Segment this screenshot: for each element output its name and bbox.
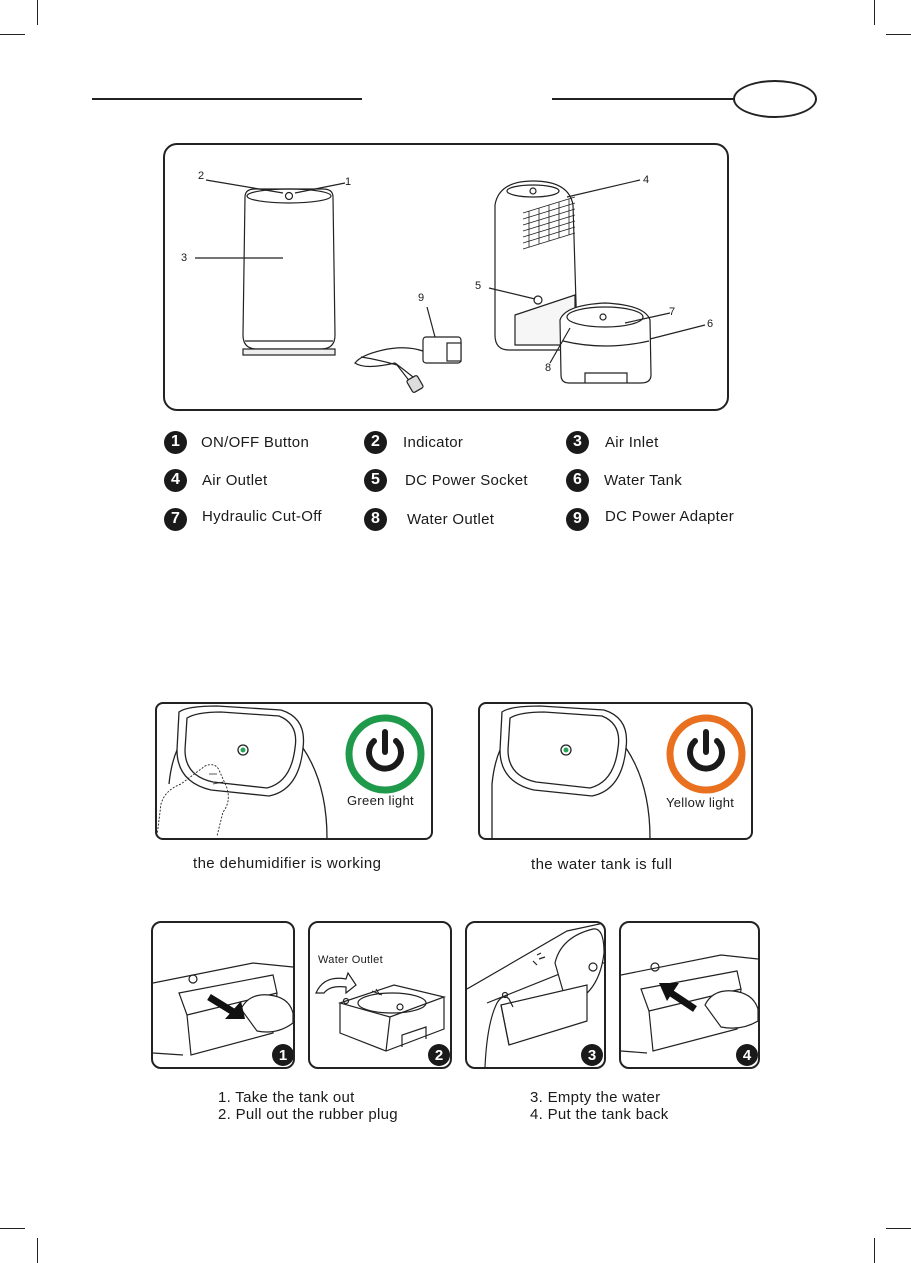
empty-water-illustration — [467, 923, 604, 1067]
step-panel-4 — [619, 921, 760, 1069]
crop-mark — [0, 34, 25, 35]
number-badge: 2 — [364, 431, 387, 454]
number-badge: 1 — [164, 431, 187, 454]
page-tab-oval — [733, 80, 817, 118]
step-badge: 2 — [428, 1044, 450, 1066]
number-badge: 9 — [566, 508, 589, 531]
legend-item-on-off-button — [164, 429, 309, 455]
crop-mark — [37, 1238, 38, 1263]
number-badge: 6 — [566, 469, 589, 492]
step-instruction: 1. Take the tank out — [218, 1089, 355, 1106]
step-instruction: 2. Pull out the rubber plug — [218, 1106, 398, 1123]
crop-mark — [886, 34, 911, 35]
legend-label: ON/OFF Button — [201, 433, 310, 451]
legend-item-water-outlet — [364, 506, 494, 532]
light-label: Green light — [347, 793, 414, 808]
step-panel-1 — [151, 921, 295, 1069]
legend-item-air-outlet — [164, 467, 268, 493]
number-badge: 4 — [164, 469, 187, 492]
legend-item-dc-power-adapter — [566, 506, 734, 532]
number-badge: 8 — [364, 508, 387, 531]
number-badge: 3 — [566, 431, 589, 454]
legend-label: Water Tank — [604, 471, 683, 489]
step-instruction: 3. Empty the water — [530, 1089, 661, 1106]
legend-item-water-tank — [566, 467, 682, 493]
crop-mark — [37, 0, 38, 25]
step-instruction: 4. Put the tank back — [530, 1106, 669, 1123]
header-rule-right — [552, 98, 737, 100]
legend-item-hydraulic-cut-off — [164, 506, 322, 532]
legend-label: Air Inlet — [605, 433, 659, 451]
product-overview-panel — [163, 143, 729, 411]
callout-5: 5 — [475, 280, 482, 292]
step-panel-3 — [465, 921, 606, 1069]
water-outlet-label: Water Outlet — [318, 954, 383, 966]
number-badge: 7 — [164, 508, 187, 531]
indicator-caption: the water tank is full — [531, 856, 673, 873]
legend-item-indicator — [364, 429, 463, 455]
indicator-caption: the dehumidifier is working — [193, 855, 382, 872]
header-rule-left — [92, 98, 362, 100]
legend-label: Indicator — [403, 433, 464, 451]
indicator-panel-green — [155, 702, 433, 840]
callout-6: 6 — [707, 318, 714, 330]
legend-item-dc-power-socket — [364, 467, 528, 493]
legend-label: DC Power Adapter — [605, 507, 735, 525]
callout-4: 4 — [643, 174, 650, 186]
crop-mark — [0, 1228, 25, 1229]
step-panel-2 — [308, 921, 452, 1069]
crop-mark — [874, 1238, 875, 1263]
step-badge: 3 — [581, 1044, 603, 1066]
pull-plug-illustration — [310, 923, 450, 1067]
callout-3: 3 — [181, 252, 188, 264]
legend-item-air-inlet — [566, 429, 659, 455]
legend-label: Hydraulic Cut-Off — [202, 507, 322, 525]
put-tank-back-illustration — [621, 923, 758, 1067]
legend-label: Water Outlet — [407, 510, 495, 528]
number-badge: 5 — [364, 469, 387, 492]
callout-9: 9 — [418, 292, 425, 304]
take-tank-out-illustration — [153, 923, 293, 1067]
callout-8: 8 — [545, 362, 552, 374]
indicator-panel-yellow — [478, 702, 753, 840]
crop-mark — [874, 0, 875, 25]
crop-mark — [886, 1228, 911, 1229]
step-badge: 1 — [272, 1044, 294, 1066]
callout-2: 2 — [198, 170, 205, 182]
power-icon — [666, 714, 746, 794]
legend-label: DC Power Socket — [405, 471, 528, 489]
callout-7: 7 — [669, 306, 676, 318]
callout-1: 1 — [345, 176, 352, 188]
power-icon — [345, 714, 425, 794]
legend-label: Air Outlet — [202, 471, 268, 489]
step-badge: 4 — [736, 1044, 758, 1066]
light-label: Yellow light — [666, 795, 735, 810]
